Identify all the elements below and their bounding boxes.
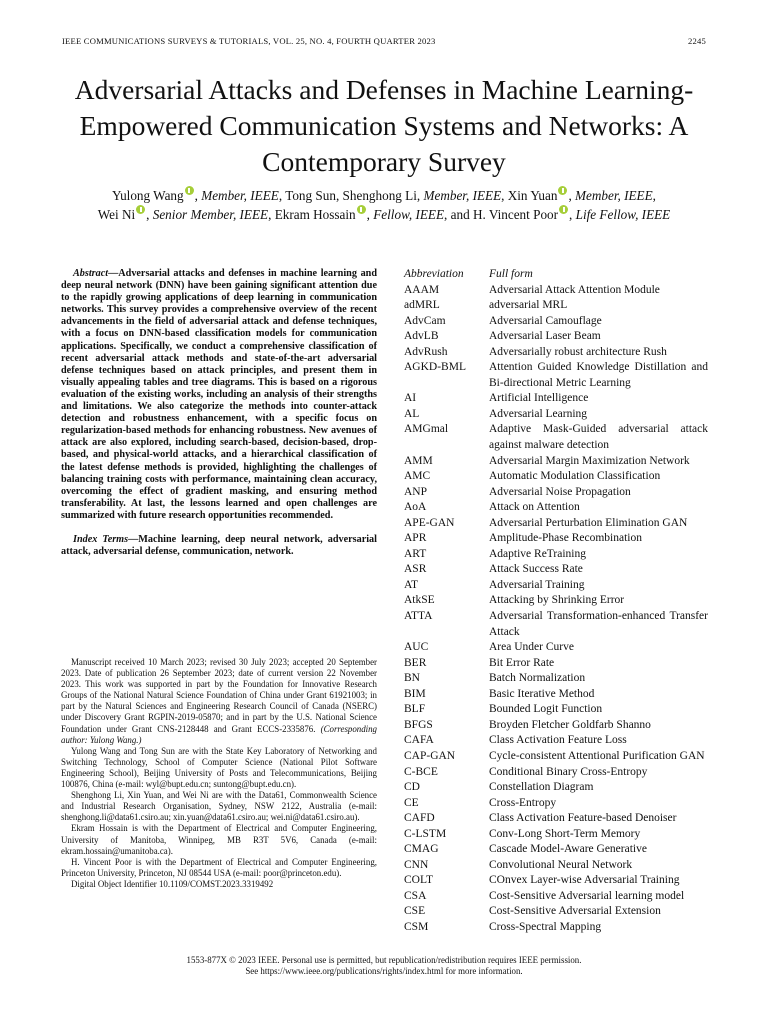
abstract-label: Abstract [73, 268, 109, 279]
full-form-cell: Automatic Modulation Classification [489, 470, 661, 483]
full-form-cell: Attention Guided Knowledge Distillation and Bi-directional Metric Learning [489, 361, 708, 389]
full-form-cell: Cross-Entropy [489, 796, 557, 809]
abbreviation-table-header [404, 267, 708, 283]
full-form-cell: Conditional Binary Cross-Entropy [489, 765, 648, 778]
table-row [404, 842, 708, 858]
full-form-cell: Adversarially robust architecture Rush [489, 345, 667, 358]
author-name: Shenghong Li [342, 188, 417, 203]
full-form-cell: Adversarial Camouflage [489, 314, 602, 327]
author-name: Ekram Hossain [274, 207, 356, 222]
table-row [404, 422, 708, 453]
copyright-footer [0, 955, 768, 977]
table-row [404, 640, 708, 656]
full-form-cell: Artificial Intelligence [489, 392, 589, 405]
author-grade: Member, IEEE [575, 188, 653, 203]
affiliation-note: Shenghong Li, Xin Yuan, and Wei Ni are with the Data61, Commonwealth Science and Industrial Research Organisation, Sydney, NSW 2122, Australia (e-mail: shenghong.li@data61.csiro.au; xin.yuan@data61.csiro.au; wei.ni@data61.csiro.au). [61, 790, 377, 823]
left-column [61, 268, 377, 558]
full-form-cell: Attacking by Shrinking Error [489, 594, 625, 607]
author-list: Yulong Wang , Member, IEEE, Tong Sun, Shenghong Li, Member, IEEE, Xin Yuan , Member, IEEE, Wei Ni , Senior Member, IEEE, Ekram Hossain , Fellow, IEEE, and H. Vincent Poor , Life Fellow, IEEE [97, 188, 671, 222]
abbreviation-cell: AMC [404, 470, 431, 483]
running-header [62, 36, 706, 46]
table-row [404, 360, 708, 391]
table-row [404, 718, 708, 734]
orcid-icon[interactable] [357, 205, 366, 214]
orcid-icon[interactable] [558, 186, 567, 195]
abbreviation-cell: APE-GAN [404, 516, 455, 529]
table-row [404, 733, 708, 749]
table-row [404, 827, 708, 843]
full-form-cell: Attack on Attention [489, 501, 580, 514]
abbreviation-cell: CE [404, 796, 419, 809]
abstract-text: Adversarial attacks and defenses in machine learning and deep neural network (DNN) have been gaining significant attention due to the rapidly growing applications of deep learning in communication networks. This survey provides a comprehensive overview of the recent advancements in the field of adversarial attack and defense techniques, with a focus on DNN-based classification models for communication applications. Specifically, we conduct a comprehensive classification of recent adversarial attack methods and state-of-the-art adversarial defense techniques based on attack principles, and present them in visually appealing tables and tree diagrams. This is based on a rigorous evaluation of the existing works, including an analysis of their strengths and limitations. We also categorize the methods into counter-attack detection and robustness enhancement, with a specific focus on regularization-based methods for enhancing robustness. New avenues of attack are also explored, including search-based, decision-based, drop-based, and physical-world attacks, and a hierarchical classification of the latest defense methods is provided, highlighting the challenges of balancing training costs with performance, maintaining clean accuracy, overcoming the effect of gradient masking, and ensuring method transferability. At last, the lessons learned and open challenges are summarized with future research opportunities recommended. [61, 268, 377, 521]
abbreviation-cell: AL [404, 407, 420, 420]
table-row [404, 314, 708, 330]
page-number: 2245 [688, 36, 706, 46]
abbreviation-cell: BFGS [404, 718, 433, 731]
abbreviation-cell: C-BCE [404, 765, 438, 778]
full-form-cell: Class Activation Feature-based Denoiser [489, 812, 677, 825]
full-form-cell: Adversarial Training [489, 578, 585, 591]
abbreviation-cell: C-LSTM [404, 827, 447, 840]
table-row [404, 780, 708, 796]
table-row [404, 687, 708, 703]
table-row [404, 407, 708, 423]
abbreviation-cell: CAP-GAN [404, 749, 456, 762]
manuscript-note [61, 657, 377, 746]
abbreviation-cell: CSA [404, 889, 427, 902]
author-name: Yulong Wang [112, 188, 184, 203]
full-form-cell: Adversarial Learning [489, 407, 588, 420]
author-grade: Life Fellow, IEEE [575, 207, 671, 222]
full-form-cell: Cost-Sensitive Adversarial Extension [489, 905, 661, 918]
manuscript-text: Manuscript received 10 March 2023; revised 30 July 2023; accepted 20 September 2023. Date of publication 26 September 2023; date of current version 22 November 2023. This work was supported in part by the Foundation for Innovative Research Groups of the National Natural Science Foundation of China under Grant 61921003; in part by the Natural Sciences and Engineering Research Council of Canada (NSERC) under Discovery Grant RGPIN-2019-05870; and in part by the U.S. National Science Foundation under Grant CNS-2128448 and Grant ECCS-2335876. [61, 657, 377, 734]
abbreviation-cell: BER [404, 656, 427, 669]
abbreviation-cell: ATTA [404, 610, 433, 623]
orcid-icon[interactable] [559, 205, 568, 214]
abbreviation-cell: AUC [404, 641, 429, 654]
full-form-cell: Adversarial Margin Maximization Network [489, 454, 690, 467]
column-header-abbreviation: Abbreviation [404, 268, 464, 280]
full-form-cell: Basic Iterative Method [489, 687, 595, 700]
table-row [404, 749, 708, 765]
table-row [404, 298, 708, 314]
index-terms-label: Index Terms [73, 533, 129, 545]
author-grade: Member, IEEE [201, 188, 279, 203]
full-form-cell: adversarial MRL [489, 299, 568, 312]
abbreviation-cell: CAFD [404, 812, 435, 825]
full-form-cell: COnvex Layer-wise Adversarial Training [489, 874, 680, 887]
full-form-cell: Attack Success Rate [489, 563, 583, 576]
full-form-cell: Broyden Fletcher Goldfarb Shanno [489, 718, 651, 731]
full-form-cell: Amplitude-Phase Recombination [489, 532, 642, 545]
index-terms-text: Machine learning, deep neural network, adversarial attack, adversarial defense, communication, network. [61, 533, 377, 558]
table-row [404, 329, 708, 345]
abbreviation-cell: ART [404, 547, 427, 560]
abbreviation-cell: AT [404, 578, 419, 591]
abbreviation-table [404, 267, 708, 936]
orcid-icon[interactable] [136, 205, 145, 214]
author-name: Tong Sun [285, 188, 336, 203]
full-form-cell: Batch Normalization [489, 672, 586, 685]
table-row [404, 858, 708, 874]
abbreviation-cell: BN [404, 672, 420, 685]
table-row [404, 578, 708, 594]
table-row [404, 345, 708, 361]
author-grade: Fellow, IEEE [373, 207, 445, 222]
full-form-cell: Bit Error Rate [489, 656, 555, 669]
table-row [404, 796, 708, 812]
abbreviation-cell: BIM [404, 687, 426, 700]
abbreviation-cell: AoA [404, 501, 427, 514]
abbreviation-cell: COLT [404, 874, 433, 887]
full-form-cell: Class Activation Feature Loss [489, 734, 627, 747]
table-row [404, 547, 708, 563]
table-row [404, 469, 708, 485]
abbreviation-cell: AdvCam [404, 314, 446, 327]
table-row [404, 562, 708, 578]
table-row [404, 283, 708, 299]
full-form-cell: Adaptive ReTraining [489, 547, 586, 560]
abbreviation-cell: AGKD-BML [404, 361, 466, 374]
abbreviation-cell: CSM [404, 920, 429, 933]
full-form-cell: Convolutional Neural Network [489, 858, 633, 871]
journal-info: IEEE COMMUNICATIONS SURVEYS & TUTORIALS, VOL. 25, NO. 4, FOURTH QUARTER 2023 [62, 36, 436, 46]
abbreviation-cell: ANP [404, 485, 428, 498]
full-form-cell: Adversarial Laser Beam [489, 330, 601, 343]
table-row [404, 454, 708, 470]
abbreviation-cell: CSE [404, 905, 426, 918]
abbreviation-rows [404, 283, 708, 936]
abbreviation-cell: AdvRush [404, 345, 448, 358]
author-name: Wei Ni [97, 207, 136, 222]
abbreviation-cell: AdvLB [404, 330, 439, 343]
table-row [404, 904, 708, 920]
copyright-line: 1553-877X © 2023 IEEE. Personal use is permitted, but republication/redistribution requires IEEE permission. [186, 955, 582, 965]
abbreviation-cell: AtkSE [404, 594, 435, 607]
abbreviation-cell: CD [404, 781, 420, 794]
full-form-cell: Cascade Model-Aware Generative [489, 843, 647, 856]
table-row [404, 485, 708, 501]
abbreviation-cell: BLF [404, 703, 426, 716]
table-row [404, 811, 708, 827]
table-row [404, 609, 708, 640]
full-form-cell: Cycle-consistent Attentional Purification GAN [489, 749, 705, 762]
abbreviation-cell: CNN [404, 858, 429, 871]
paper-title: Adversarial Attacks and Defenses in Machine Learning-Empowered Communication Systems and Networks: A Contemporary Survey [74, 74, 694, 177]
abstract: Abstract—Adversarial attacks and defenses in machine learning and deep neural network (DNN) have been gaining significant attention due to the rapidly growing applications of deep learning in communication networks. This survey provides a comprehensive overview of the recent advancements in the field of adversarial attack and defense techniques, with a focus on DNN-based classification models for communication applications. Specifically, we conduct a comprehensive classification of recent adversarial attack methods and state-of-the-art adversarial defense techniques based on attack principles, and present them in visually appealing tables and tree diagrams. This is based on a rigorous evaluation of the existing works, including an analysis of their strengths and limitations. We also categorize the methods into counter-attack detection and robustness enhancement, with a specific focus on regularization-based methods for enhancing robustness. New avenues of attack are also explored, including search-based, decision-based, drop-based, and physical-world attacks, and a hierarchical classification of the latest defense methods is provided, highlighting the challenges of balancing training costs with performance, maintaining clean accuracy, overcoming the effect of gradient masking, and ensuring method transferability. At last, the lessons learned and open challenges are summarized with future research opportunities recommended. [61, 268, 377, 521]
full-form-cell: Cost-Sensitive Adversarial learning model [489, 889, 685, 902]
table-row [404, 920, 708, 936]
author-grade: Senior Member, IEEE [152, 207, 269, 222]
abbreviation-cell: APR [404, 532, 427, 545]
table-row [404, 873, 708, 889]
table-row [404, 391, 708, 407]
full-form-cell: Adaptive Mask-Guided adversarial attack against malware detection [489, 423, 708, 452]
full-form-cell: Conv-Long Short-Term Memory [489, 827, 641, 840]
table-row [404, 500, 708, 516]
full-form-cell: Area Under Curve [489, 641, 574, 654]
footnotes [61, 657, 377, 890]
full-form-cell: Bounded Logit Function [489, 703, 603, 716]
abbreviation-cell: ASR [404, 563, 427, 576]
abbreviation-cell: CMAG [404, 843, 439, 856]
full-form-cell: Constellation Diagram [489, 781, 594, 794]
rights-line: See https://www.ieee.org/publications/rights/index.html for more information. [245, 966, 523, 976]
table-row [404, 702, 708, 718]
table-row [404, 671, 708, 687]
table-row [404, 656, 708, 672]
affiliation-note: H. Vincent Poor is with the Department of Electrical and Computer Engineering, Princeton University, Princeton, NJ 08544 USA (e-mail: poor@princeton.edu). [61, 856, 377, 878]
table-row [404, 516, 708, 532]
abbreviation-cell: AAAM [404, 283, 440, 296]
index-terms: Index Terms—Machine learning, deep neural network, adversarial attack, adversarial defense, communication, network. [61, 533, 377, 558]
table-row [404, 765, 708, 781]
column-header-full-form: Full form [489, 268, 533, 280]
table-row [404, 531, 708, 547]
abbreviation-cell: AMM [404, 454, 433, 467]
abbreviation-cell: AI [404, 392, 417, 405]
author-name: Xin Yuan [507, 188, 558, 203]
abbreviation-cell: AMGmal [404, 423, 449, 436]
table-row [404, 593, 708, 609]
full-form-cell: Adversarial Attack Attention Module [489, 283, 660, 296]
full-form-cell: Adversarial Transformation-enhanced Transfer Attack [489, 610, 708, 638]
doi-note: Digital Object Identifier 10.1109/COMST.2023.3319492 [71, 878, 274, 889]
author-name: H. Vincent Poor [472, 207, 559, 222]
full-form-cell: Adversarial Noise Propagation [489, 485, 631, 498]
author-conjunction: and [450, 207, 470, 222]
abbreviation-cell: adMRL [404, 299, 440, 312]
author-grade: Member, IEEE [423, 188, 502, 203]
abbreviation-cell: CAFA [404, 734, 434, 747]
corresponding-author: (Corresponding author: Yulong Wang.) [61, 723, 377, 745]
orcid-icon[interactable] [185, 186, 194, 195]
affiliation-note: Yulong Wang and Tong Sun are with the State Key Laboratory of Networking and Switching Technology, School of Computer Science (National Pilot Software Engineering School), Beijing University of Posts and Telecommunications, Beijing 100876, China (e-mail: wyl@bupt.edu.cn; suntong@bupt.edu.cn). [61, 745, 377, 790]
affiliation-note: Ekram Hossain is with the Department of Electrical and Computer Engineering, University of Manitoba, Winnipeg, MB R3T 5V6, Canada (e-mail: ekram.hossain@umanitoba.ca). [61, 823, 377, 856]
table-row [404, 889, 708, 905]
full-form-cell: Cross-Spectral Mapping [489, 920, 602, 933]
full-form-cell: Adversarial Perturbation Elimination GAN [489, 516, 688, 529]
